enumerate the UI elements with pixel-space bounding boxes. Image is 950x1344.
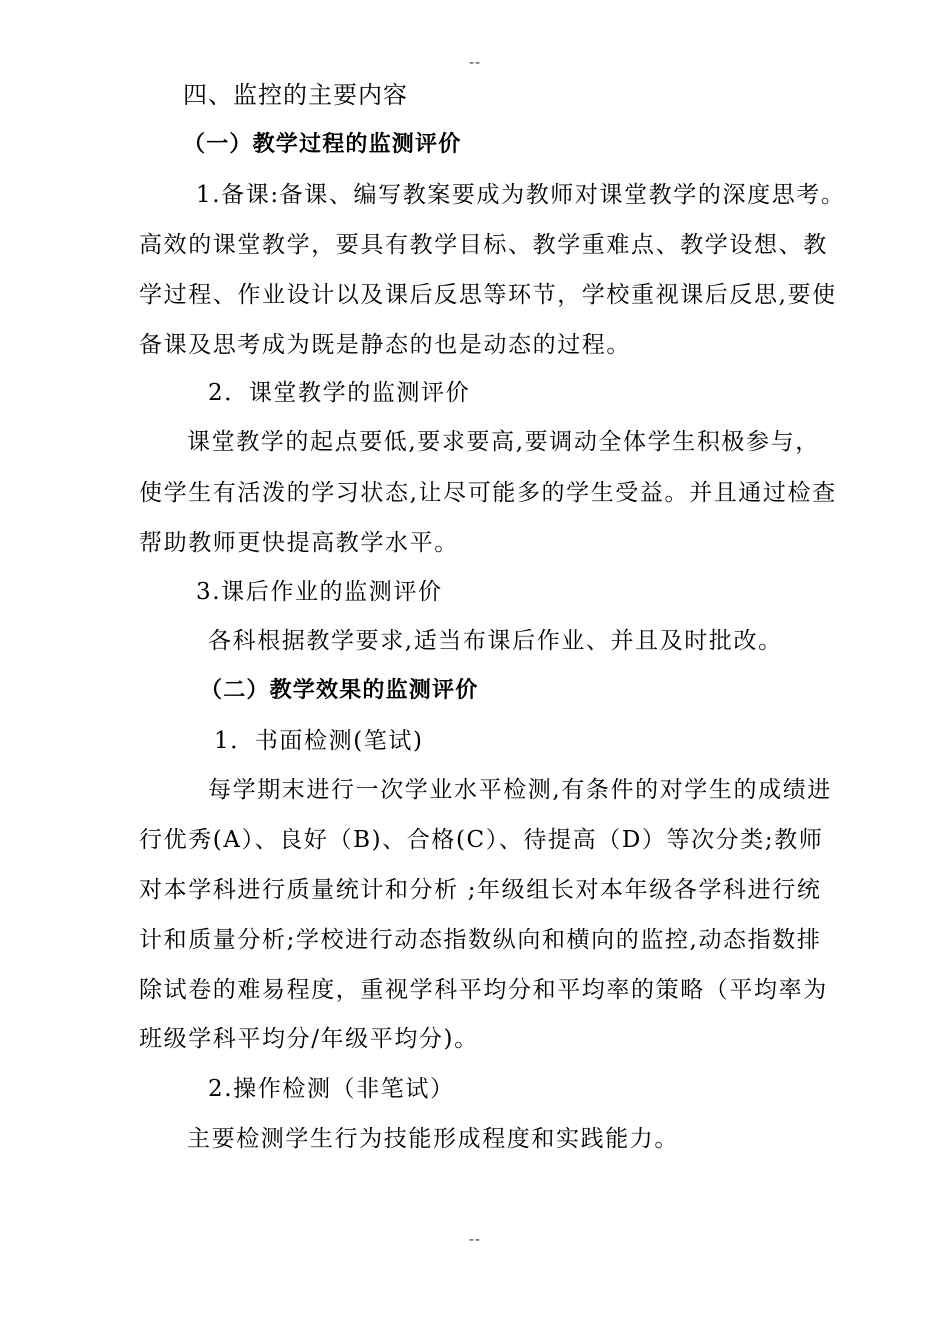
paragraph-line: 行优秀(A）、良好（B)、合格(C）、待提高（D）等次分类;教师: [139, 827, 824, 853]
item-title: 3.课后作业的监测评价: [196, 579, 443, 605]
paragraph-line: 主要检测学生行为技能形成程度和实践能力。: [187, 1126, 679, 1152]
section-title: 四、监控的主要内容: [183, 81, 408, 109]
paragraph-line: 帮助教师更快提高教学水平。: [139, 530, 459, 556]
paragraph-line: 备课及思考成为既是静态的也是动态的过程。: [139, 332, 631, 358]
page-footer-marker: --: [468, 1232, 482, 1248]
paragraph-line: 1.备课:备课、编写教案要成为教师对课堂教学的深度思考。: [196, 182, 846, 208]
paragraph-line: 每学期末进行一次学业水平检测,有条件的对学生的成绩进: [208, 777, 832, 803]
item-title: 2.操作检测（非笔试）: [208, 1076, 455, 1102]
paragraph-line: 计和质量分析;学校进行动态指数纵向和横向的监控,动态指数排: [139, 927, 822, 953]
item-title: 1．书面检测(笔试): [214, 728, 424, 754]
paragraph-line: 学过程、作业设计以及课后反思等环节，学校重视课后反思,要使: [139, 282, 837, 308]
subsection-title-process: （一）教学过程的监测评价: [183, 132, 462, 157]
paragraph-line: 各科根据教学要求,适当布课后作业、并且及时批改。: [208, 628, 783, 654]
paragraph-line: 使学生有活泼的学习状态,让尽可能多的学生受益。并且通过检查: [139, 480, 837, 506]
paragraph-line: 除试卷的难易程度，重视学科平均分和平均率的策略（平均率为: [139, 977, 828, 1003]
paragraph-line: 课堂教学的起点要低,要求要高,要调动全体学生积极参与，: [187, 429, 820, 455]
paragraph-line: 班级学科平均分/年级平均分)。: [139, 1026, 479, 1052]
subsection-title-effect: （二）教学效果的监测评价: [200, 678, 479, 703]
page-header-marker: --: [468, 55, 482, 71]
item-title: 2．课堂教学的监测评价: [208, 380, 471, 406]
paragraph-line: 高效的课堂教学，要具有教学目标、教学重难点、教学设想、教: [139, 232, 828, 258]
paragraph-line: 对本学科进行质量统计和分析 ;年级组长对本年级各学科进行统: [139, 877, 822, 903]
